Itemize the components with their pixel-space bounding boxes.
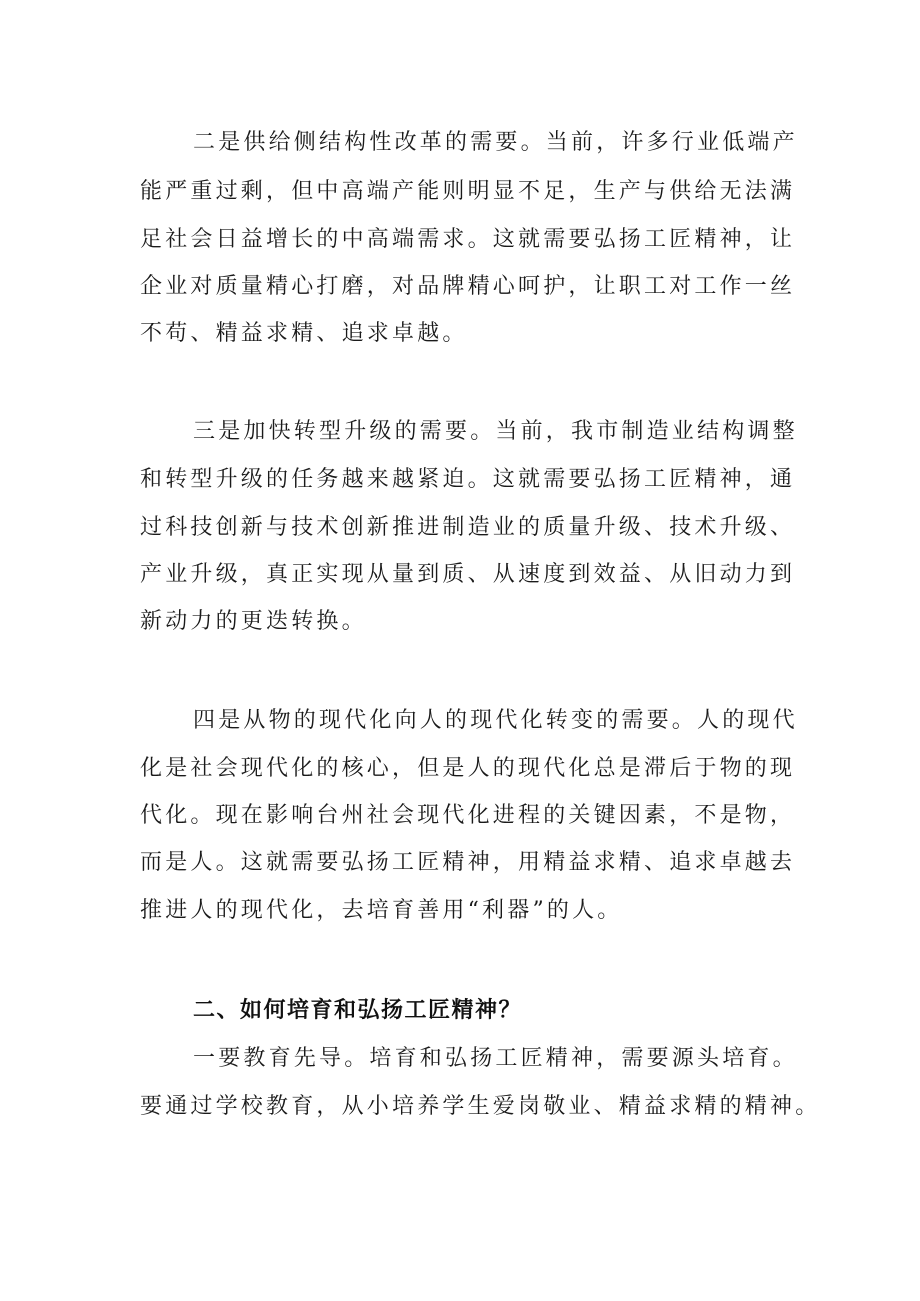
paragraph-3-line-2: 化是社会现代化的核心，但是人的现代化总是滞后于物的现 (140, 756, 796, 781)
section-paragraph-line-1: 一要教育先导。培育和弘扬工匠精神，需要源头培育。 (193, 1046, 798, 1071)
paragraph-3-line-4: 而是人。这就需要弘扬工匠精神，用精益求精、追求卓越去 (140, 850, 796, 875)
paragraph-3-line-3: 代化。现在影响台州社会现代化进程的关键因素，不是物， (140, 803, 796, 828)
section-paragraph-line-2: 要通过学校教育，从小培养学生爱岗敬业、精益求精的精神。 (140, 1094, 821, 1119)
paragraph-1-line-1: 二是供给侧结构性改革的需要。当前，许多行业低端产 (193, 130, 798, 155)
paragraph-1-line-4: 企业对质量精心打磨，对品牌精心呵护，让职工对工作一丝 (140, 274, 796, 299)
paragraph-2-line-2: 和转型升级的任务越来越紧迫。这就需要弘扬工匠精神，通 (140, 467, 796, 492)
paragraph-2-line-1: 三是加快转型升级的需要。当前，我市制造业结构调整 (193, 419, 798, 444)
paragraph-3-line-5: 推进人的现代化，去培育善用“利器”的人。 (140, 898, 623, 923)
paragraph-2-line-4: 产业升级，真正实现从量到质、从速度到效益、从旧动力到 (140, 562, 796, 587)
paragraph-2-line-3: 过科技创新与技术创新推进制造业的质量升级、技术升级、 (140, 515, 796, 540)
section-heading: 二、如何培育和弘扬工匠精神？ (193, 998, 523, 1023)
paragraph-2-line-5: 新动力的更迭转换。 (140, 609, 367, 634)
paragraph-1-line-3: 足社会日益增长的中高端需求。这就需要弘扬工匠精神，让 (140, 227, 796, 252)
paragraph-1-line-5: 不苟、精益求精、追求卓越。 (140, 321, 468, 346)
paragraph-3-line-1: 四是从物的现代化向人的现代化转变的需要。人的现代 (193, 708, 798, 733)
paragraph-1-line-2: 能严重过剩，但中高端产能则明显不足，生产与供给无法满 (140, 179, 796, 204)
